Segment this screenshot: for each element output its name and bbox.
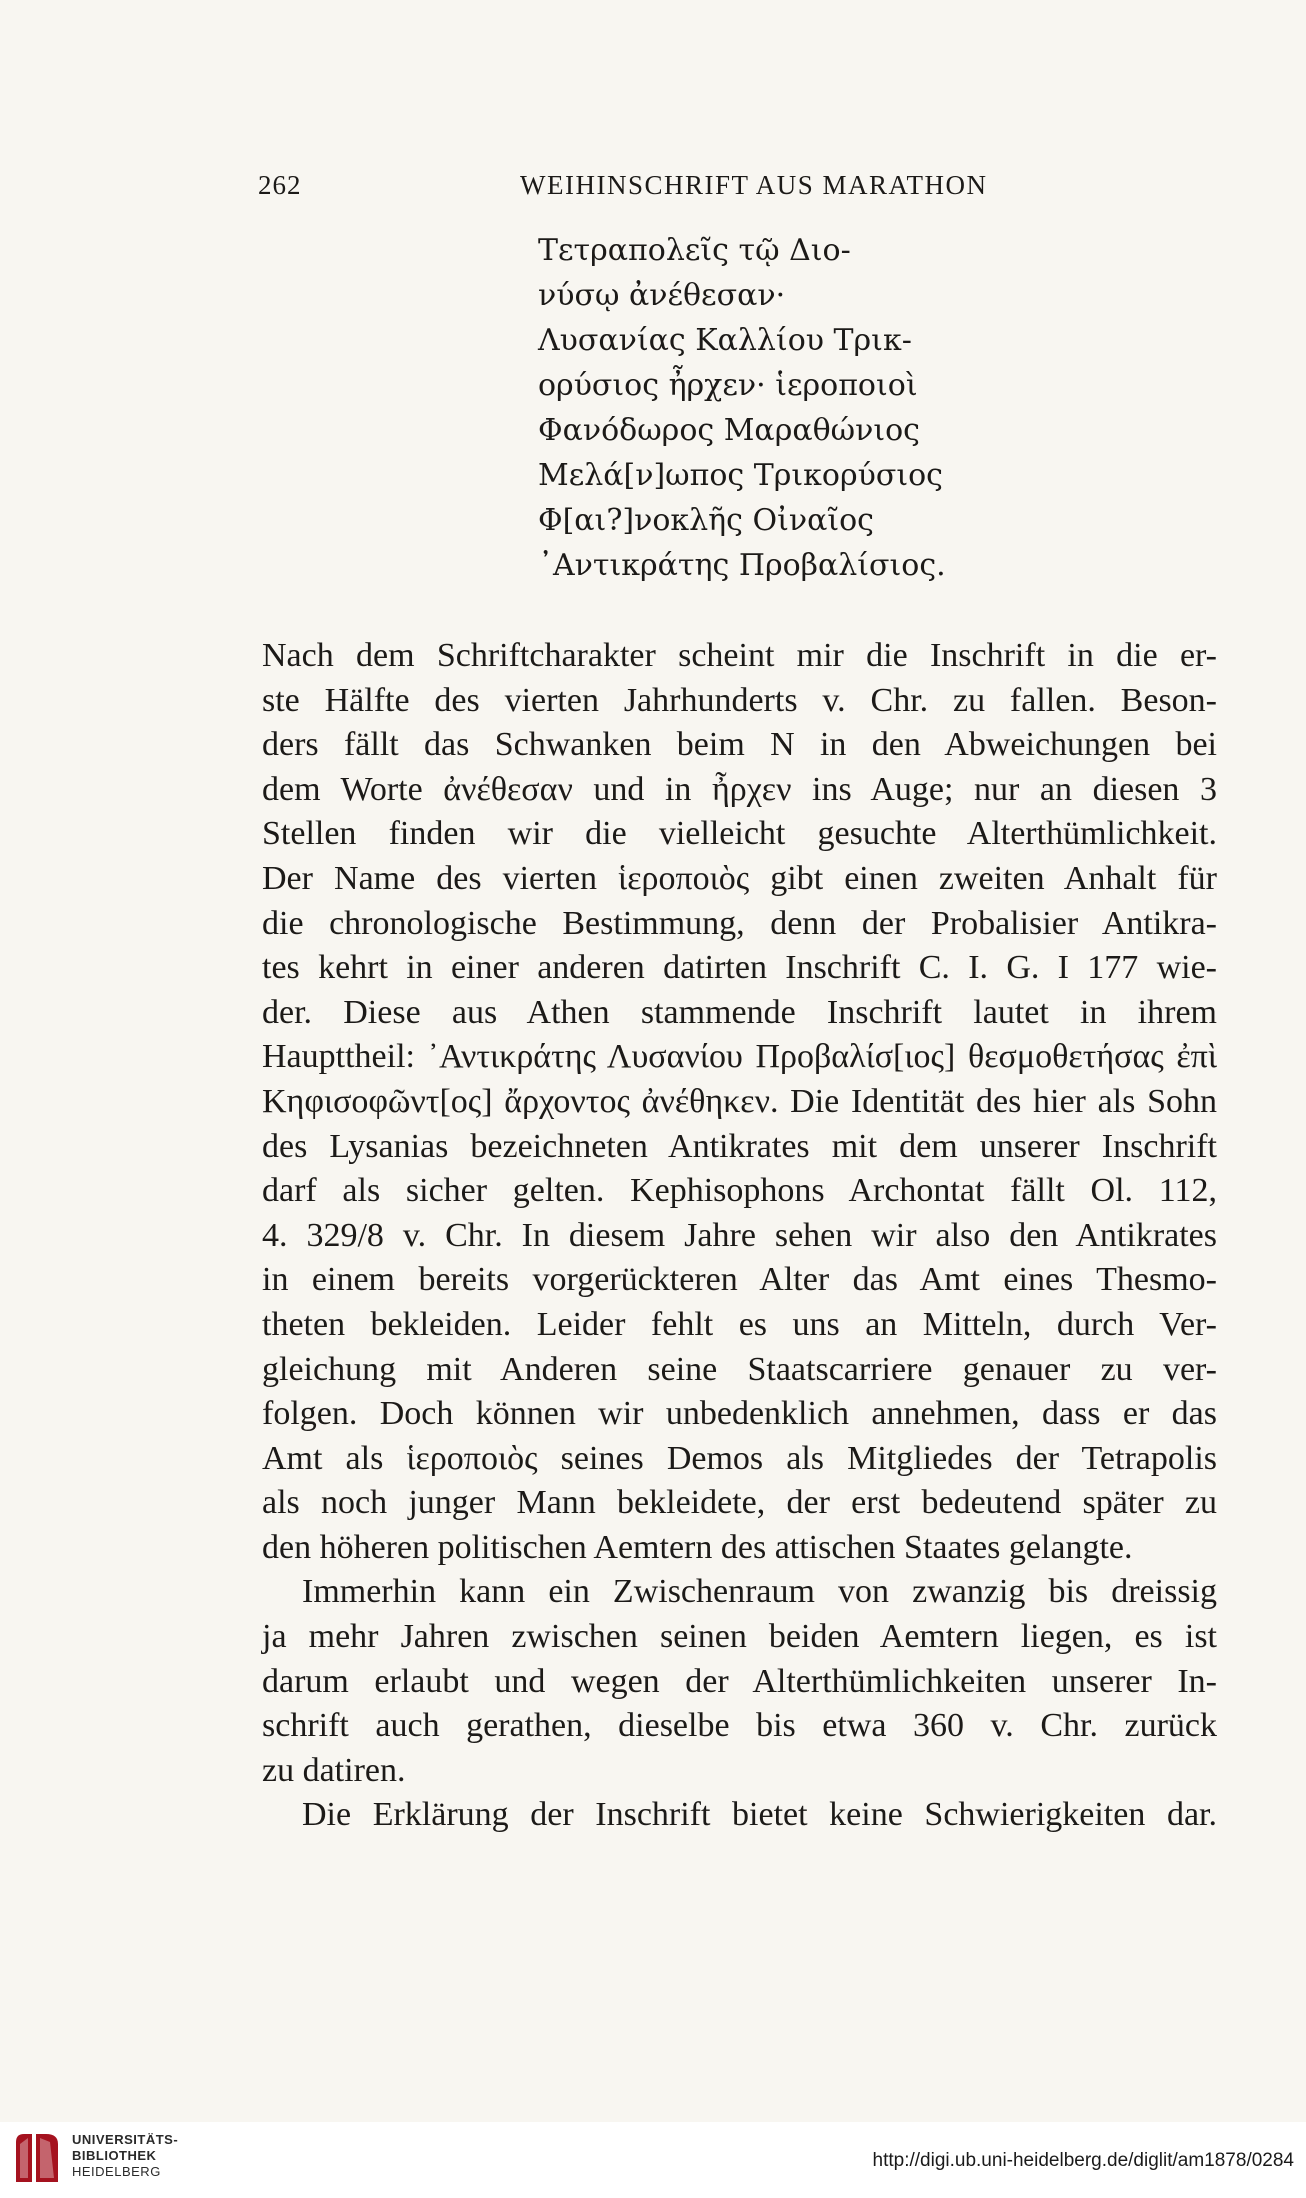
text-line: tes kehrt in einer anderen datirten Inschrift C. I. G. I 177 wie- bbox=[262, 949, 1217, 987]
library-logo-icon bbox=[12, 2128, 62, 2186]
inscription-line: νύσῳ ἀνέθεσαν· bbox=[538, 278, 786, 313]
text-line: des Lysanias bezeichneten Antikrates mit dem unserer Inschrift bbox=[262, 1127, 1217, 1165]
text-line: die chronologische Bestimmung, denn der Probalisier Antikra- bbox=[262, 904, 1217, 942]
text-line: theten bekleiden. Leider fehlt es uns an Mitteln, durch Ver- bbox=[262, 1305, 1217, 1343]
body-text bbox=[262, 634, 1217, 1838]
library-name bbox=[72, 2132, 178, 2180]
running-title: WEIHINSCHRIFT AUS MARATHON bbox=[520, 170, 988, 200]
greek-inscription bbox=[538, 228, 1058, 588]
library-name-line: UNIVERSITÄTS- bbox=[72, 2132, 179, 2147]
text-line: darf als sicher gelten. Kephisophons Archontat fällt Ol. 112, bbox=[262, 1172, 1217, 1210]
text-line: Nach dem Schriftcharakter scheint mir die Inschrift in die er- bbox=[262, 637, 1217, 674]
text-line: in einem bereits vorgerückteren Alter das Amt eines Thesmo- bbox=[262, 1261, 1217, 1299]
text-line: zu datiren. bbox=[262, 1751, 406, 1789]
text-line: Die Erklärung der Inschrift bietet keine Schwierigkeiten dar. bbox=[302, 1796, 1217, 1834]
text-line: Haupttheil: ᾿Αντικράτης Λυσανίου Προβαλίσ[ιος] θεσμοθετήσας ἐπὶ bbox=[262, 1038, 1217, 1076]
text-line: der. Diese aus Athen stammende Inschrift lautet in ihrem bbox=[262, 993, 1217, 1031]
text-line: Κηφισοφῶντ[ος] ἄρχοντος ἀνέθηκεν. Die Identität des hier als Sohn bbox=[262, 1082, 1217, 1120]
inscription-line: Λυσανίας Καλλίου Τρικ- bbox=[538, 323, 912, 358]
text-line: ja mehr Jahren zwischen seinen beiden Aemtern liegen, es ist bbox=[262, 1618, 1217, 1656]
text-line: ders fällt das Schwanken beim N in den Abweichungen bei bbox=[262, 726, 1217, 764]
text-line: darum erlaubt und wegen der Alterthümlichkeiten unserer In- bbox=[262, 1662, 1217, 1700]
inscription-line: Φ[αι?]νοκλῆς Οἰναῖος bbox=[538, 503, 874, 538]
inscription-line: Μελά[ν]ωπος Τρικορύσιος bbox=[538, 458, 943, 493]
text-line: schrift auch gerathen, dieselbe bis etwa 360 v. Chr. zurück bbox=[262, 1707, 1217, 1745]
source-url[interactable]: http://digi.ub.uni-heidelberg.de/diglit/am1878/0284 bbox=[872, 2150, 1294, 2171]
text-line: 4. 329/8 v. Chr. In diesem Jahre sehen wir also den Antikrates bbox=[262, 1216, 1217, 1254]
inscription-line: ορύσιος ἦρχεν· ἱεροποιοὶ bbox=[538, 368, 918, 403]
text-line: Der Name des vierten ἱεροποιὸς gibt einen zweiten Anhalt für bbox=[262, 859, 1217, 897]
inscription-line: ᾿Αντικράτης Προβαλίσιος. bbox=[538, 548, 946, 583]
text-line: den höheren politischen Aemtern des attischen Staates gelangte. bbox=[262, 1528, 1133, 1566]
text-line: ste Hälfte des vierten Jahrhunderts v. Chr. zu fallen. Beson- bbox=[262, 681, 1217, 719]
text-line: Immerhin kann ein Zwischenraum von zwanzig bis dreissig bbox=[302, 1573, 1217, 1611]
page-number: 262 bbox=[258, 170, 302, 200]
text-line: Amt als ἱεροποιὸς seines Demos als Mitgliedes der Tetrapolis bbox=[262, 1439, 1217, 1477]
inscription-line: Φανόδωρος Μαραθώνιος bbox=[538, 413, 920, 448]
text-line: dem Worte ἀνέθεσαν und in ἦρχεν ins Auge; nur an diesen 3 bbox=[262, 770, 1217, 808]
text-line: folgen. Doch können wir unbedenklich annehmen, dass er das bbox=[262, 1395, 1217, 1433]
library-name-line: BIBLIOTHEK bbox=[72, 2148, 157, 2163]
text-line: als noch junger Mann bekleidete, der erst bedeutend später zu bbox=[262, 1484, 1217, 1522]
library-footer bbox=[0, 2122, 1306, 2198]
text-line: Stellen finden wir die vielleicht gesuchte Alterthümlichkeit. bbox=[262, 815, 1217, 853]
running-head bbox=[258, 170, 1224, 210]
library-name-line: HEIDELBERG bbox=[72, 2164, 161, 2179]
inscription-line: Τετραπολεῖς τῷ Διο- bbox=[538, 233, 851, 268]
text-line: gleichung mit Anderen seine Staatscarriere genauer zu ver- bbox=[262, 1350, 1217, 1388]
